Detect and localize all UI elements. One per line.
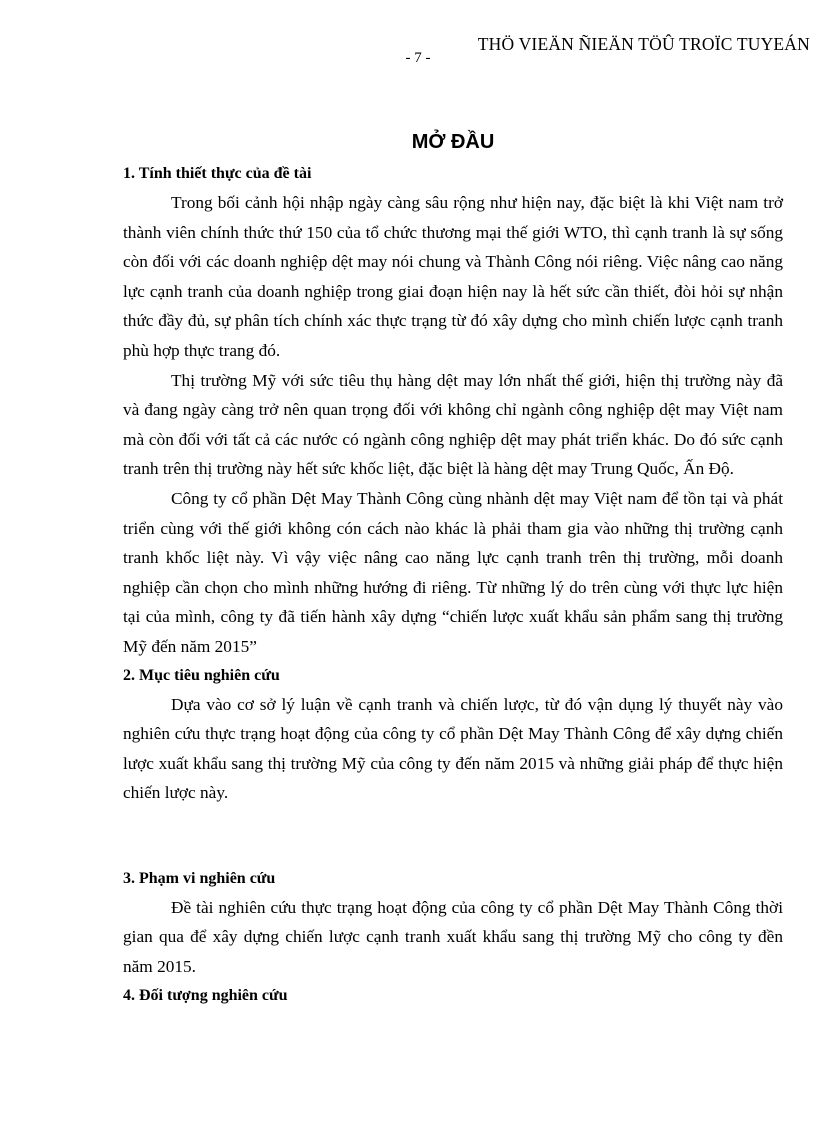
blank-space (123, 808, 783, 865)
library-watermark: THÖ VIEÄN ÑIEÄN TÖÛ TROÏC TUYEÁN (477, 34, 810, 54)
page-number: - 7 - (405, 50, 431, 66)
section-heading: 2. Mục tiêu nghiên cứu (123, 666, 280, 684)
document-body (123, 128, 783, 1010)
paragraph: Đề tài nghiên cứu thực trạng hoạt động của công ty cổ phần Dệt May Thành Công thời gian qua để xây dựng chiến lược cạnh tranh xuất khẩu sang thị trường Mỹ cho công ty đền năm 2015. (123, 897, 783, 977)
section-scope (123, 865, 783, 982)
paragraph: Công ty cổ phần Dệt May Thành Công cùng nhành dệt may Việt nam để tồn tại và phát triển cùng với thế giới không cón cách nào khác là phải tham gia vào những thị trường cạnh tranh khốc liệt này. Vì vậy việc nâng cao năng lực cạnh tranh trên thị trường, mỗi doanh nghiệp cần chọn cho mình những hướng đi riêng. Từ những lý do trên cùng với thực lực hiện tại của mình, công ty đã tiến hành xây dựng “chiến lược xuất khẩu sản phẩm sang thị trường Mỹ đến năm 2015” (123, 488, 783, 656)
paragraph: Dựa vào cơ sở lý luận về cạnh tranh và chiến lược, từ đó vận dụng lý thuyết này vào nghiên cứu thực trạng hoạt động của công ty cổ phần Dệt May Thành Công để xây dựng chiến lược xuất khẩu sang thị trường Mỹ của công ty đến năm 2015 và những giải pháp để thực hiện chiến lược này. (123, 694, 783, 803)
section-heading: 4. Đối tượng nghiên cứu (123, 986, 288, 1004)
section-subject (123, 982, 783, 1010)
paragraph: Thị trường Mỹ với sức tiêu thụ hàng dệt may lớn nhất thế giới, hiện thị trường này đã và đang ngày càng trở nên quan trọng đối với không chỉ ngành công nghiệp dệt may Việt nam mà còn đối với tất cả các nước có ngành công nghiệp dệt may phát triển khác. Do đó sức cạnh tranh trên thị trường này hết sức khốc liệt, đặc biệt là hàng dệt may Trung Quốc, Ấn Độ. (123, 370, 783, 479)
section-objectives (123, 662, 783, 808)
section-relevance (123, 160, 783, 662)
section-heading: 1. Tính thiết thực của đề tài (123, 165, 312, 182)
section-heading: 3. Phạm vi nghiên cứu (123, 869, 276, 887)
paragraph: Trong bối cảnh hội nhập ngày càng sâu rộng như hiện nay, đặc biệt là khi Việt nam trở thành viên chính thức thứ 150 của tổ chức thương mại thế giới WTO, thì cạnh tranh là sự sống còn đối với các doanh nghiệp dệt may nói chung và Thành Công nói riêng. Việc nâng cao năng lực cạnh tranh của doanh nghiệp trong giai đoạn hiện nay là hết sức cần thiết, đòi hỏi sự nhận thức đầy đủ, sự phân tích chính xác thực trạng từ đó xây dựng cho mình chiến lược cạnh tranh phù hợp thực trang đó. (123, 193, 783, 360)
document-title: MỞ ĐẦU (411, 131, 495, 153)
